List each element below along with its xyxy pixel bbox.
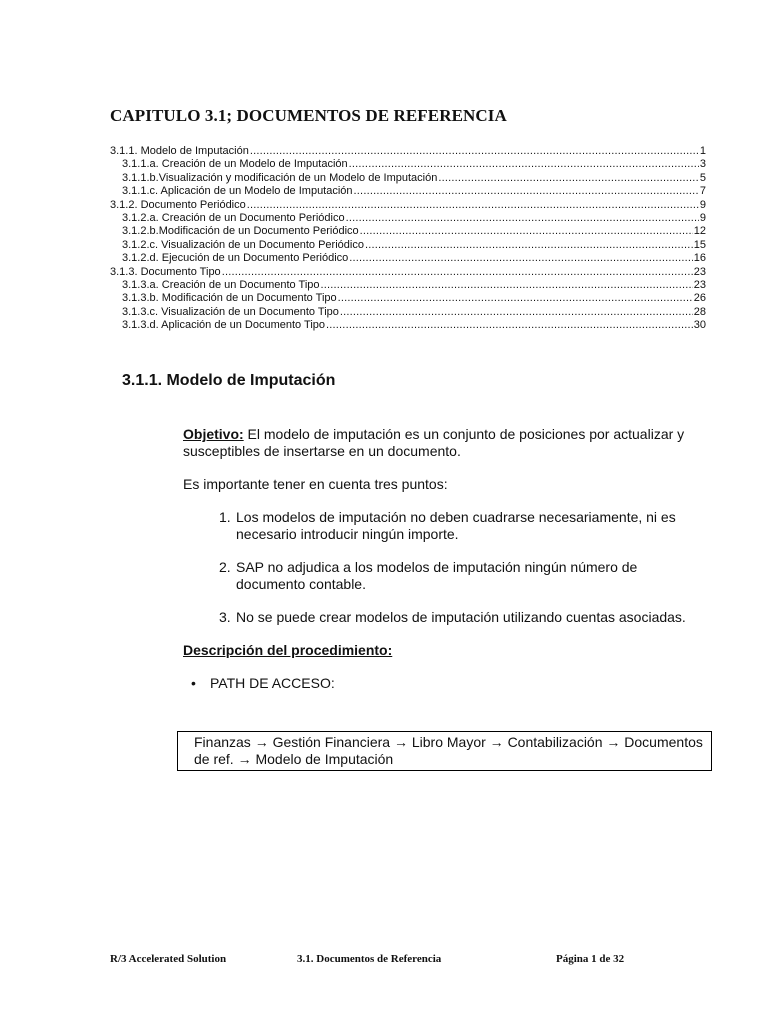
toc-entry-title: 3.1.2. Documento Periódico	[110, 198, 246, 211]
toc-entry-page: 9	[699, 212, 706, 225]
toc-leader	[338, 292, 693, 305]
toc-leader	[250, 145, 699, 158]
toc-entry-page: 15	[693, 238, 706, 251]
toc-entry-title: 3.1.3.a. Creación de un Documento Tipo	[122, 279, 320, 292]
toc-leader	[354, 185, 699, 198]
list-item-number: 1.	[219, 509, 231, 525]
toc-entry[interactable]	[110, 225, 706, 238]
list-item	[219, 609, 708, 626]
toc-entry[interactable]	[110, 199, 706, 212]
list-item-number: 3.	[219, 609, 231, 625]
bullet-text: PATH DE ACCESO:	[210, 675, 335, 691]
toc-entry-title: 3.1.2.c. Visualización de un Documento Periódico	[122, 238, 364, 251]
list-item-number: 2.	[219, 559, 231, 575]
footer-page-number: Página 1 de 32	[556, 953, 625, 965]
list-item-text: No se puede crear modelos de imputación utilizando cuentas asociadas.	[236, 609, 686, 625]
toc-entry[interactable]	[110, 252, 706, 265]
toc-entry-title: 3.1.1.c. Aplicación de un Modelo de Imputación	[122, 185, 353, 198]
footer-center: 3.1. Documentos de Referencia	[297, 953, 442, 965]
objective-text: El modelo de imputación es un conjunto de posiciones por actualizar y susceptibles de insertarse en un documento.	[183, 426, 685, 459]
toc-entry-title: 3.1.2.d. Ejecución de un Documento Periódico	[122, 252, 349, 265]
toc-leader	[247, 199, 699, 212]
toc-entry-title: 3.1.3.b. Modificación de un Documento Tipo	[122, 292, 337, 305]
toc-entry[interactable]	[110, 158, 706, 171]
toc-leader	[360, 225, 693, 238]
list-item-text: Los modelos de imputación no deben cuadrarse necesariamente, ni es necesario introducir ningún importe.	[236, 509, 676, 542]
toc-entry-title: 3.1.1.a. Creación de un Modelo de Imputación	[122, 158, 348, 171]
toc-entry[interactable]	[110, 306, 706, 319]
objective-paragraph	[183, 426, 708, 460]
toc-entry-page: 12	[693, 225, 706, 238]
toc-entry-page: 1	[699, 145, 706, 157]
procedure-heading: Descripción del procedimiento:	[183, 642, 393, 658]
toc-entry-title: 3.1.3.c. Visualización de un Documento Tipo	[122, 305, 339, 318]
toc-leader	[365, 239, 693, 252]
toc-entry-title: 3.1.3. Documento Tipo	[110, 265, 221, 278]
toc-entry[interactable]	[110, 279, 706, 292]
toc-entry-page: 9	[699, 198, 706, 211]
toc-leader	[340, 306, 693, 319]
bullet-list	[191, 675, 708, 692]
toc-entry-page: 5	[699, 171, 706, 184]
toc-entry[interactable]	[110, 212, 706, 225]
toc-entry[interactable]	[110, 185, 706, 198]
toc-entry-page: 23	[693, 265, 706, 278]
toc-entry-title: 3.1.1.b.Visualización y modificación de un Modelo de Imputación	[122, 171, 438, 184]
chapter-title: CAPITULO 3.1; DOCUMENTOS DE REFERENCIA	[110, 106, 507, 125]
section-body	[183, 426, 708, 706]
access-path-box	[177, 731, 712, 771]
bullet-item	[191, 675, 708, 692]
list-item	[219, 509, 708, 543]
toc-entry-title: 3.1.3.d. Aplicación de un Documento Tipo	[122, 319, 326, 332]
toc-leader	[349, 158, 699, 171]
points-intro: Es importante tener en cuenta tres puntos:	[183, 476, 448, 492]
toc-entry-page: 3	[699, 158, 706, 171]
access-path-text: Finanzas → Gestión Financiera → Libro Mayor → Contabilización → Documentos de ref. → Modelo de Imputación	[194, 734, 703, 767]
toc-entry-title: 3.1.2.b.Modificación de un Documento Periódico	[122, 225, 359, 238]
footer-left: R/3 Accelerated Solution	[110, 953, 227, 965]
toc-entry-page: 23	[693, 279, 706, 292]
list-item	[219, 559, 708, 593]
toc-entry-page: 28	[693, 305, 706, 318]
toc-entry[interactable]	[110, 319, 706, 332]
toc-entry[interactable]	[110, 145, 706, 158]
toc-entry-title: 3.1.1. Modelo de Imputación	[110, 145, 249, 157]
objective-label: Objetivo:	[183, 426, 244, 442]
toc-entry-page: 7	[699, 185, 706, 198]
toc-leader	[321, 279, 693, 292]
table-of-contents	[110, 145, 706, 333]
toc-entry[interactable]	[110, 266, 706, 279]
bullet-icon: •	[191, 675, 196, 691]
toc-leader	[222, 266, 693, 279]
list-item-text: SAP no adjudica a los modelos de imputación ningún número de documento contable.	[236, 559, 638, 592]
toc-leader	[326, 319, 693, 332]
toc-leader	[438, 172, 699, 185]
toc-entry-page: 26	[693, 292, 706, 305]
toc-entry[interactable]	[110, 239, 706, 252]
toc-entry-page: 16	[693, 252, 706, 265]
toc-leader	[346, 212, 699, 225]
toc-entry[interactable]	[110, 292, 706, 305]
toc-entry-title: 3.1.2.a. Creación de un Documento Periódico	[122, 212, 345, 225]
numbered-points	[219, 509, 708, 626]
toc-entry[interactable]	[110, 172, 706, 185]
toc-entry-page: 30	[693, 319, 706, 332]
section-heading: 3.1.1. Modelo de Imputación	[122, 372, 336, 389]
toc-leader	[349, 252, 692, 265]
